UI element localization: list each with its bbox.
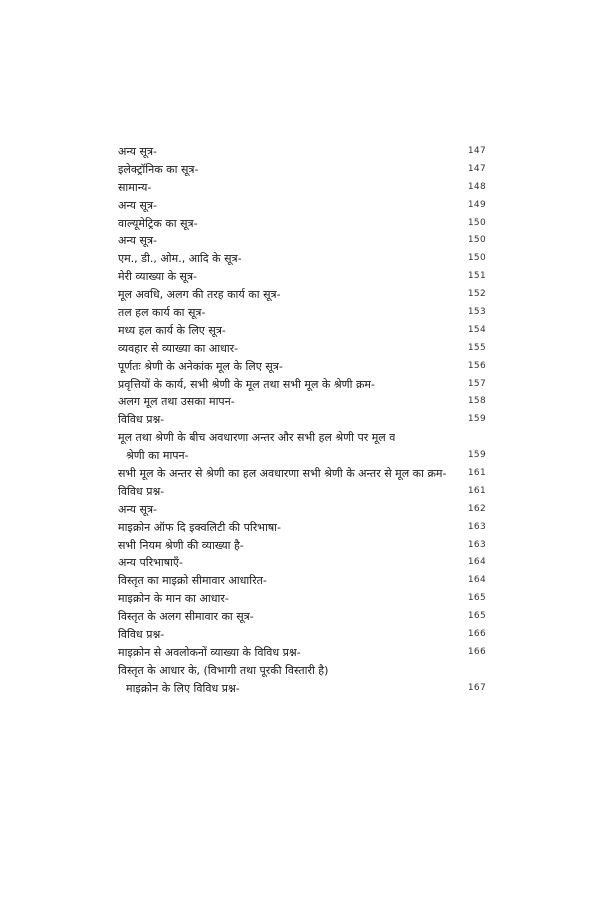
toc-entry-page-number: 147 xyxy=(467,146,486,156)
toc-entry-title: प्रवृत्तियों के कार्य, सभी श्रेणी के मूल तथा सभी मूल के श्रेणी क्रम- xyxy=(118,377,375,391)
toc-entry xyxy=(118,501,486,519)
toc-entry xyxy=(118,215,486,233)
toc-entry xyxy=(118,447,486,465)
toc-entry-title: मेरी व्याख्या के सूत्र- xyxy=(118,270,197,284)
toc-entry-page-number: 159 xyxy=(467,414,486,425)
toc-entry-page-number: 163 xyxy=(467,539,486,550)
toc-entry xyxy=(118,662,486,680)
toc-entry xyxy=(118,179,486,197)
toc-entry xyxy=(118,358,486,376)
toc-entry-title: श्रेणी का मापन- xyxy=(126,449,189,463)
toc-entry-page-number: 155 xyxy=(467,342,486,353)
toc-entry-title: माइक्रोन ऑफ दि इक्वलिटी की परिभाषा- xyxy=(118,520,281,534)
toc-entry xyxy=(118,268,486,286)
toc-entry xyxy=(118,483,486,501)
toc-entry-title: सामान्य- xyxy=(118,180,152,194)
toc-entry xyxy=(118,465,486,483)
toc-entry-title: वाल्यूमेट्रिक का सूत्र- xyxy=(118,216,198,230)
toc-entry-page-number: 159 xyxy=(467,450,486,461)
toc-entry xyxy=(118,608,486,626)
toc-entry-page-number: 164 xyxy=(467,557,486,568)
toc-entry xyxy=(118,429,486,447)
toc-entry-title: मूल अवधि, अलग की तरह कार्य का सूत्र- xyxy=(118,288,281,302)
toc-entry-page-number: 156 xyxy=(467,360,486,371)
toc-entry-title: माइक्रोन के मान का आधार- xyxy=(118,592,229,606)
toc-entry xyxy=(118,286,486,304)
toc-entry-title: इलेक्ट्रॉनिक का सूत्र- xyxy=(118,162,199,176)
toc-entry-page-number: 164 xyxy=(467,575,486,586)
toc-entry-title: विस्तृत का माइक्रो सीमावार आधारित- xyxy=(118,574,267,588)
toc-entry-page-number: 163 xyxy=(467,521,486,532)
toc-entry-page-number: 150 xyxy=(467,217,486,228)
toc-entry-title: अन्य सूत्र- xyxy=(118,145,158,158)
toc-entry xyxy=(118,572,486,590)
toc-entry xyxy=(118,537,486,555)
toc-entry-title: एम., डी., ओम., आदि के सूत्र- xyxy=(118,252,242,266)
toc-entry-page-number: 162 xyxy=(467,503,486,514)
toc-entry-page-number: 147 xyxy=(467,163,486,174)
toc-entry-title: विस्तृत के आधार के, (विभागी तथा पूरकी विस्तारी है) xyxy=(118,663,329,677)
toc-entry xyxy=(118,232,486,250)
toc-entry-page-number: 165 xyxy=(467,593,486,604)
table-of-contents xyxy=(118,143,486,698)
toc-entry-title: तल हल कार्य का सूत्र- xyxy=(118,306,206,320)
toc-entry-page-number: 148 xyxy=(467,181,486,192)
toc-entry-page-number: 167 xyxy=(467,682,486,693)
toc-entry xyxy=(118,322,486,340)
toc-entry-title: अन्य सूत्र- xyxy=(118,234,158,248)
toc-entry-title: माइक्रोन के लिए विविध प्रश्न- xyxy=(126,681,240,695)
toc-entry xyxy=(118,590,486,608)
toc-entry xyxy=(118,680,486,698)
toc-entry-title: विविध प्रश्न- xyxy=(118,484,165,498)
toc-entry-title: विविध प्रश्न- xyxy=(118,628,165,642)
toc-entry-title: विविध प्रश्न- xyxy=(118,413,165,427)
toc-entry-title: पूर्णतः श्रेणी के अनेकांक मूल के लिए सूत्र- xyxy=(118,359,283,373)
toc-entry xyxy=(118,554,486,572)
toc-entry-page-number: 161 xyxy=(467,468,486,479)
toc-entry xyxy=(118,304,486,322)
toc-entry-page-number: 150 xyxy=(467,235,486,246)
toc-entry-page-number: 157 xyxy=(467,378,486,389)
toc-entry-title: सभी मूल के अन्तर से श्रेणी का हल अवधारणा सभी श्रेणी के अन्तर से मूल का क्रम- xyxy=(118,467,447,481)
toc-entry-title: अन्य सूत्र- xyxy=(118,198,158,212)
toc-entry-page-number: 161 xyxy=(467,485,486,496)
toc-entry xyxy=(118,340,486,358)
toc-entry-title: व्यवहार से व्याख्या का आधार- xyxy=(118,341,239,355)
toc-entry-title: अलग मूल तथा उसका मापन- xyxy=(118,395,235,409)
toc-entry-title: अन्य परिभाषाएँ- xyxy=(118,556,183,570)
toc-entry xyxy=(118,250,486,268)
toc-entry-page-number: 154 xyxy=(467,324,486,335)
toc-entry-title: माइक्रोन से अवलोकनों व्याख्या के विविध प्रश्न- xyxy=(118,645,301,659)
toc-entry xyxy=(118,644,486,662)
toc-entry xyxy=(118,411,486,429)
toc-entry-page-number: 158 xyxy=(467,396,486,407)
toc-entry xyxy=(118,197,486,215)
toc-entry-title: सभी नियम श्रेणी की व्याख्या है- xyxy=(118,538,244,552)
toc-entry xyxy=(118,161,486,179)
toc-entry-page-number: 150 xyxy=(467,253,486,264)
toc-entry xyxy=(118,143,486,161)
toc-entry-page-number: 166 xyxy=(467,646,486,657)
toc-entry xyxy=(118,519,486,537)
toc-entry-page-number: 166 xyxy=(467,629,486,640)
toc-entry-page-number: 149 xyxy=(467,199,486,210)
toc-entry-page-number: 151 xyxy=(467,271,486,282)
toc-entry xyxy=(118,376,486,394)
toc-entry-title: अन्य सूत्र- xyxy=(118,502,158,516)
toc-entry-page-number: 153 xyxy=(467,307,486,318)
toc-entry xyxy=(118,393,486,411)
toc-entry xyxy=(118,626,486,644)
toc-entry-page-number: 165 xyxy=(467,611,486,622)
toc-entry-page-number: 152 xyxy=(467,289,486,300)
toc-entry-title: मूल तथा श्रेणी के बीच अवधारणा अन्तर और सभी हल श्रेणी पर मूल व xyxy=(118,431,396,445)
toc-entry-title: विस्तृत के अलग सीमावार का सूत्र- xyxy=(118,610,254,624)
toc-entry-title: मध्य हल कार्य के लिए सूत्र- xyxy=(118,323,226,337)
